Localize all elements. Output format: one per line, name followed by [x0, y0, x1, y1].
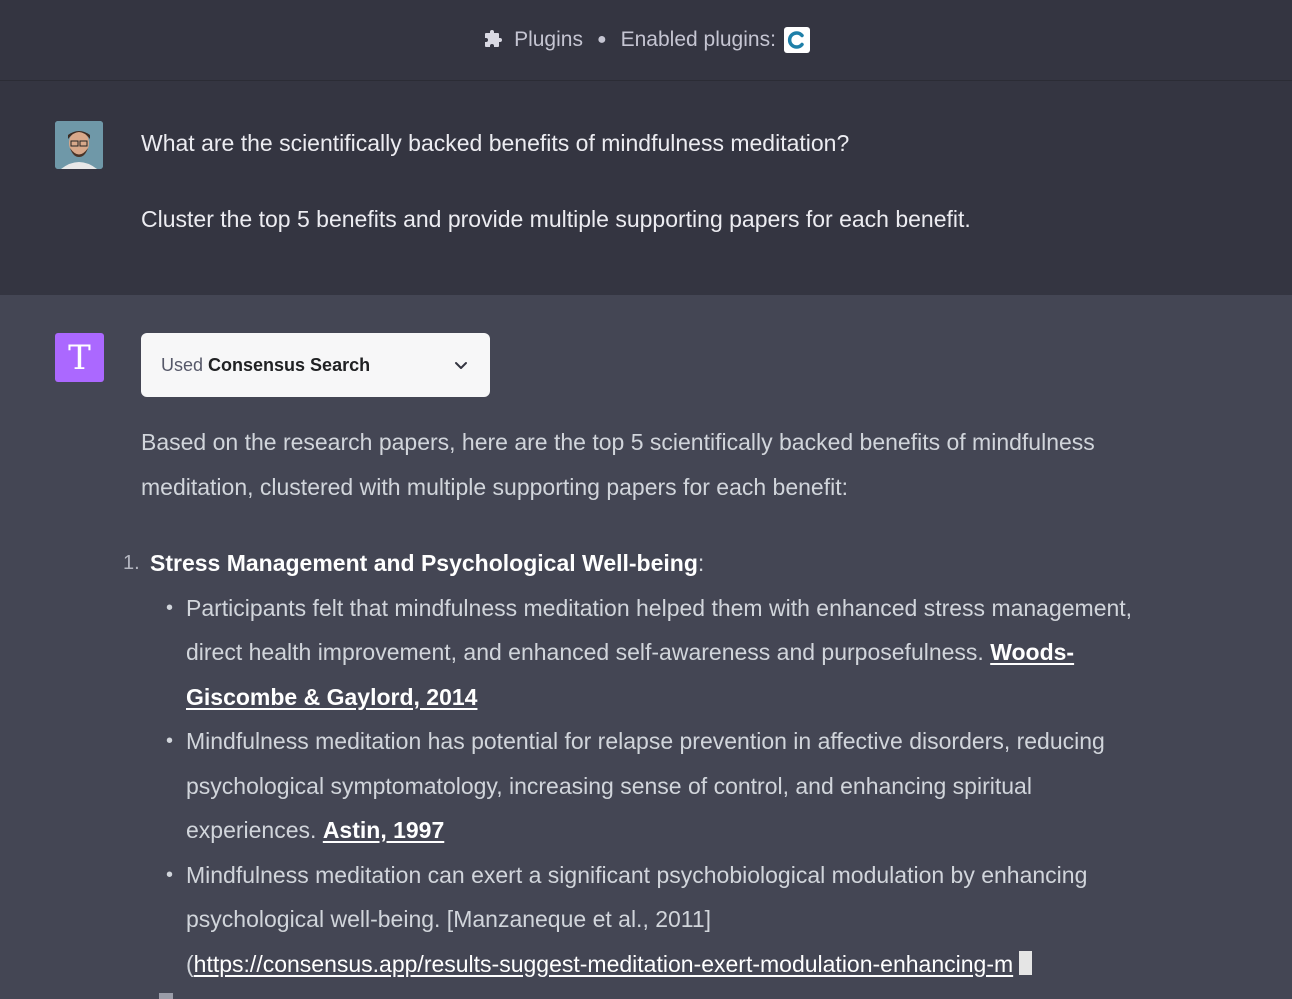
next-bullet-stub [159, 993, 173, 999]
consensus-result-link[interactable]: https://consensus.app/results-suggest-meditation-exert-modulation-enhancing-m [193, 950, 1014, 977]
benefit-heading: Stress Management and Psychological Well-being [150, 550, 698, 576]
list-number: 1. [123, 552, 140, 574]
bullet-icon: • [166, 596, 174, 619]
consensus-c-glyph [787, 30, 807, 50]
user-message-text [141, 127, 1141, 235]
tool-used-prefix: Used [161, 354, 204, 375]
user-message [0, 81, 1292, 295]
list-item [141, 719, 1151, 853]
used-consensus-search-dropdown[interactable] [141, 333, 490, 397]
puzzle-icon [482, 28, 506, 52]
bullet-icon: • [166, 863, 174, 886]
assistant-avatar [55, 333, 104, 382]
tool-used-name: Consensus Search [208, 354, 371, 375]
supporting-papers-list [141, 586, 1151, 987]
streaming-cursor [1019, 951, 1032, 975]
bullet-icon: • [166, 730, 174, 752]
list-item [123, 541, 1151, 986]
response-intro: Based on the research papers, here are the top 5 scientifically backed benefits of mindfulness meditation, clustered with multiple supporting papers for each benefit: [141, 429, 1095, 500]
chevron-down-icon [452, 356, 470, 374]
bullet-text: Mindfulness meditation has potential for relapse prevention in affective disorders, reducing psychological symptomatology, increasing sense of control, and enhancing spiritual experiences. [186, 728, 1105, 843]
list-item [141, 586, 1151, 720]
plugins-header [0, 0, 1292, 81]
user-instruction: Cluster the top 5 benefits and provide multiple supporting papers for each benefit. [141, 206, 971, 232]
user-avatar-photo-icon [55, 121, 103, 169]
citation-link[interactable]: Astin, 1997 [322, 817, 445, 843]
list-item [141, 853, 1151, 987]
citation-link[interactable]: Woods-Giscombe & Gaylord, 2014 [186, 639, 1075, 710]
heading-suffix: : [697, 550, 705, 576]
user-avatar [55, 121, 103, 169]
url-open-paren: ( [186, 950, 194, 977]
assistant-avatar-letter: T [68, 337, 91, 378]
user-question: What are the scientifically backed benefits of mindfulness meditation? [141, 130, 850, 156]
bullet-text: Participants felt that mindfulness meditation helped them with enhanced stress management, direct health improvement, and enhanced self-awareness and purposefulness. [186, 594, 1133, 665]
bullet-text: Mindfulness meditation can exert a significant psychobiological modulation by enhancing psychological well-being. [Manzaneque et al., 2011] [186, 861, 1088, 932]
enabled-plugins-label: Enabled plugins: [620, 28, 776, 51]
assistant-response [123, 420, 1151, 986]
plugins-label: Plugins [514, 28, 583, 51]
separator-dot: ● [596, 31, 607, 48]
consensus-logo-icon[interactable] [784, 27, 810, 53]
